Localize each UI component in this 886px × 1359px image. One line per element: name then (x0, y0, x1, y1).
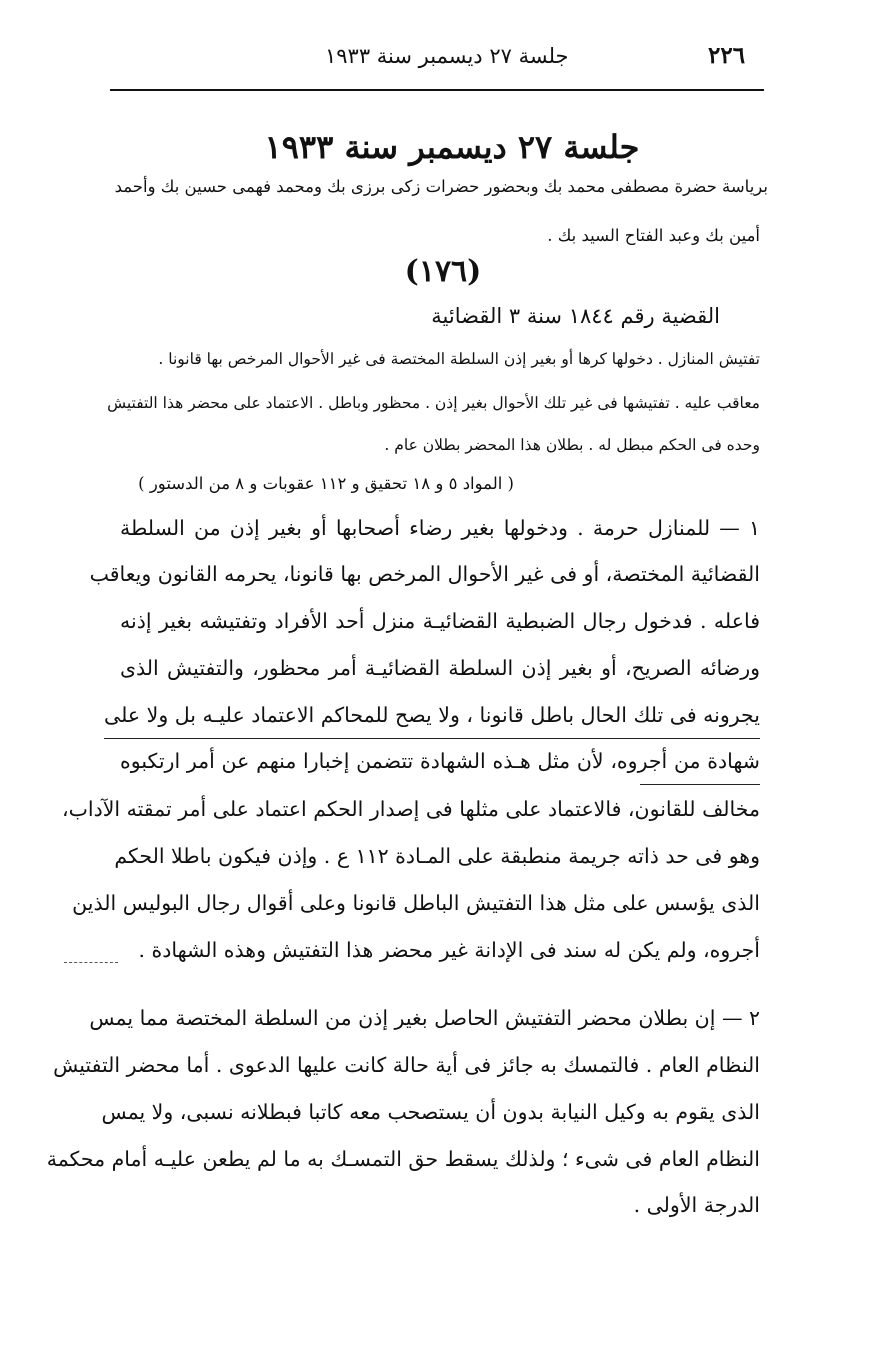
handwritten-underline (640, 784, 760, 785)
paragraph1-line: فاعله . فدخول رجال الضبطية القضائيـة منزل أحد الأفراد وتفتيشه بغير إذنه (120, 609, 760, 633)
paragraph1-line: وهو فى حد ذاته جريمة منطبقة على المـادة ١١٢ ع . وإذن فيكون باطلا الحكم (114, 844, 760, 868)
paragraph2-line: الدرجة الأولى . (633, 1193, 760, 1217)
paragraph1-line: القضائية المختصة، أو فى غير الأحوال المرخص بها قانونا، يحرمه القانون ويعاقب (89, 562, 760, 586)
presidency-line-1: برياسة حضرة مصطفى محمد بك وبحضور حضرات زكى برزى بك ومحمد فهمى حسين بك وأحمد (114, 177, 768, 196)
summary-line-3: وحده فى الحكم مبطل له . بطلان هذا المحضر بطلان عام . (384, 436, 760, 454)
paragraph2-line: ٢ — إن بطلان محضر التفتيش الحاصل بغير إذن من السلطة المختصة مما يمس (89, 1006, 760, 1030)
case-number: (١٧٦) (404, 254, 482, 289)
paragraph2-line: النظام العام فى شىء ؛ ولذلك يسقط حق التمسـك به ما لم يطعن عليـه أمام محكمة (46, 1147, 760, 1171)
paragraph1-line: يجرونه فى تلك الحال باطل قانونا ، ولا يصح للمحاكم الاعتماد عليـه بل ولا على (104, 703, 760, 727)
paragraph1-line: ١ — للمنازل حرمة . ودخولها بغير رضاء أصحابها أو بغير إذن من السلطة (120, 516, 760, 540)
paragraph1-line: أجروه، ولم يكن له سند فى الإدانة غير محضر هذا التفتيش وهذه الشهادة . (138, 938, 760, 962)
presidency-line-2: أمين بك وعبد الفتاح السيد بك . (547, 226, 760, 245)
paragraph1-line: ورضائه الصريح، أو بغير إذن السلطة القضائيـة أمر محظور، والتفتيش الذى (120, 656, 760, 680)
statutes-reference: ( المواد ٥ و ١٨ تحقيق و ١١٢ عقوبات و ٨ من الدستور ) (138, 474, 514, 493)
paragraph2-line: الذى يقوم به وكيل النيابة بدون أن يستصحب معه كاتبا فبطلانه نسبى، ولا يمس (101, 1100, 760, 1124)
paragraph2-line: النظام العام . فالتمسك به جائز فى أية حالة كانت عليها الدعوى . أما محضر التفتيش (53, 1053, 760, 1077)
paragraph1-line: الذى يؤسس على مثل هذا التفتيش الباطل قانونا وعلى أقوال رجال البوليس الذين (72, 891, 760, 915)
summary-line-1: تفتيش المنازل . دخولها كرها أو بغير إذن السلطة المختصة فى غير الأحوال المرخص بها قانونا . (158, 350, 760, 368)
session-title: جلسة ٢٧ ديسمبر سنة ١٩٣٣ (264, 128, 640, 166)
paragraph1-line: شهادة من أجروه، لأن مثل هـذه الشهادة تتضمن إخبارا منهم عن أمر ارتكبوه (120, 749, 760, 773)
page-number: ٢٢٦ (708, 42, 746, 69)
handwritten-underline (104, 738, 760, 739)
header-divider (110, 89, 764, 91)
margin-mark (64, 962, 118, 963)
running-header-title: جلسة ٢٧ ديسمبر سنة ١٩٣٣ (325, 44, 569, 68)
summary-line-2: معاقب عليه . تفتيشها فى غير تلك الأحوال بغير إذن . محظور وباطل . الاعتماد على محضر هذا التفتيش (107, 394, 760, 412)
paragraph1-line: مخالف للقانون، فالاعتماد على مثلها فى إصدار الحكم اعتماد على أمر تمقته الآداب، (61, 797, 760, 821)
case-reference: القضية رقم ١٨٤٤ سنة ٣ القضائية (431, 304, 720, 328)
